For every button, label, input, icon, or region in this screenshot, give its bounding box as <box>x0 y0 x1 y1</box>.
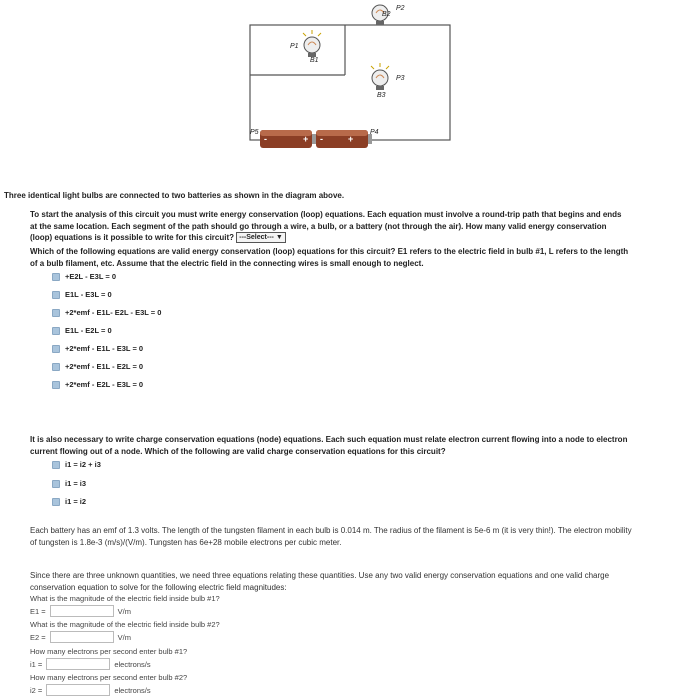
i1-input[interactable] <box>46 658 110 670</box>
e2-label: E2 = <box>30 632 46 642</box>
label-p5: P5 <box>250 129 259 136</box>
e2-row <box>30 631 131 643</box>
i2-input[interactable] <box>46 684 110 696</box>
e1-row <box>30 605 131 617</box>
i1-row <box>30 658 151 670</box>
circuit-diagram <box>230 0 470 170</box>
label-p1: P1 <box>290 43 299 50</box>
question-i1: How many electrons per second enter bulb #1? <box>30 647 188 656</box>
e1-input[interactable] <box>50 605 114 617</box>
battery-right-icon <box>316 130 372 148</box>
loop-option-7[interactable] <box>52 380 143 389</box>
loop-option-label: E1L - E2L = 0 <box>65 326 112 335</box>
loop-option-label: +2*emf - E2L - E3L = 0 <box>65 380 144 389</box>
loop-equations-question: Which of the following equations are valid energy conservation (loop) equations for this circuit? E1 refers to the electric field in bulb #1, L refers to the length of a bulb filament, etc. Assume that the electric field in the connecting wires is small enough to neglect. <box>30 247 629 268</box>
i1-unit: electrons/s <box>114 659 151 669</box>
node-option-label: i1 = i3 <box>65 479 87 488</box>
label-p2: P2 <box>396 5 405 12</box>
bulb-b3-icon <box>371 63 389 90</box>
question-i2: How many electrons per second enter bulb #2? <box>30 673 188 682</box>
question-e2: What is the magnitude of the electric field inside bulb #2? <box>30 620 220 629</box>
label-b2: B2 <box>382 11 391 18</box>
loop-option-1[interactable] <box>52 272 116 281</box>
node-option-label: i1 = i2 <box>65 497 87 506</box>
loop-option-label: +2*emf - E1L- E2L - E3L = 0 <box>65 308 162 317</box>
i1-label: i1 = <box>30 659 43 669</box>
loop-option-5[interactable] <box>52 344 143 353</box>
label-p3: P3 <box>396 75 405 82</box>
node-option-label: i1 = i2 + i3 <box>65 460 101 469</box>
loop-question <box>30 209 630 244</box>
checkbox-icon[interactable] <box>52 498 60 506</box>
i2-row <box>30 684 151 696</box>
battery-left-plus: + <box>303 134 309 144</box>
loop-option-label: +E2L - E3L = 0 <box>65 272 117 281</box>
loop-option-3[interactable] <box>52 308 161 317</box>
checkbox-icon[interactable] <box>52 480 60 488</box>
circuit-wire-outer <box>250 25 450 140</box>
battery-right-minus: - <box>320 134 323 144</box>
e2-unit: V/m <box>117 632 131 642</box>
checkbox-icon[interactable] <box>52 461 60 469</box>
node-question: It is also necessary to write charge conservation equations (node) equations. Each such equation must relate electron current flowing into a node to electron current flowing out of a node. Which of the following are valid charge conservation equations for this circuit? <box>30 435 628 456</box>
loop-option-label: E1L - E3L = 0 <box>65 290 112 299</box>
battery-left-minus: - <box>264 134 267 144</box>
loop-option-label: +2*emf - E1L - E3L = 0 <box>65 344 144 353</box>
label-p4: P4 <box>370 129 379 136</box>
checkbox-icon[interactable] <box>52 273 60 281</box>
battery-right-plus: + <box>348 134 354 144</box>
e2-input[interactable] <box>50 631 114 643</box>
checkbox-icon[interactable] <box>52 363 60 371</box>
loop-option-label: +2*emf - E1L - E2L = 0 <box>65 362 144 371</box>
loop-option-4[interactable] <box>52 326 112 335</box>
bulb-b1-icon <box>303 30 321 57</box>
checkbox-icon[interactable] <box>52 309 60 317</box>
label-b3: B3 <box>377 92 386 99</box>
e1-label: E1 = <box>30 606 46 616</box>
node-option-3[interactable] <box>52 497 86 506</box>
i2-label: i2 = <box>30 685 43 695</box>
intro-text: Three identical light bulbs are connected to two batteries as shown in the diagram above. <box>4 191 345 200</box>
loop-count-select[interactable] <box>236 232 286 243</box>
loop-option-6[interactable] <box>52 362 143 371</box>
unknowns-info: Since there are three unknown quantities, we need three equations relating these quantities. Use any two valid energy conservation equations and one valid charge conservation equation to solve for the following electric field magnitudes: <box>30 571 610 592</box>
battery-info: Each battery has an emf of 1.3 volts. The length of the tungsten filament in each bulb is 0.014 m. The radius of the filament is 5e-6 m (it is very thin!). The electron mobility of tungsten is 1.8e-3 (m/s)/(V/m). Tungsten has 6e+28 mobile electrons per cubic meter. <box>30 526 632 547</box>
checkbox-icon[interactable] <box>52 381 60 389</box>
loop-option-2[interactable] <box>52 290 112 299</box>
chevron-down-icon: ▼ <box>275 234 283 242</box>
loop-count-select-label: ---Select--- <box>239 234 274 242</box>
e1-unit: V/m <box>117 606 131 616</box>
i2-unit: electrons/s <box>114 685 151 695</box>
loop-question-text: To start the analysis of this circuit you must write energy conservation (loop) equations. Each equation must involve a round-trip path that begins and ends at the same location. Each segment of the path should go through a wire, a bulb, or a battery (not through the air). How many valid energy conservation (loop) equations is it possible to write for this circuit? <box>30 210 622 242</box>
question-e1: What is the magnitude of the electric field inside bulb #1? <box>30 594 220 603</box>
node-option-1[interactable] <box>52 460 101 469</box>
checkbox-icon[interactable] <box>52 345 60 353</box>
label-b1: B1 <box>310 57 319 64</box>
node-option-2[interactable] <box>52 479 86 488</box>
checkbox-icon[interactable] <box>52 327 60 335</box>
checkbox-icon[interactable] <box>52 291 60 299</box>
